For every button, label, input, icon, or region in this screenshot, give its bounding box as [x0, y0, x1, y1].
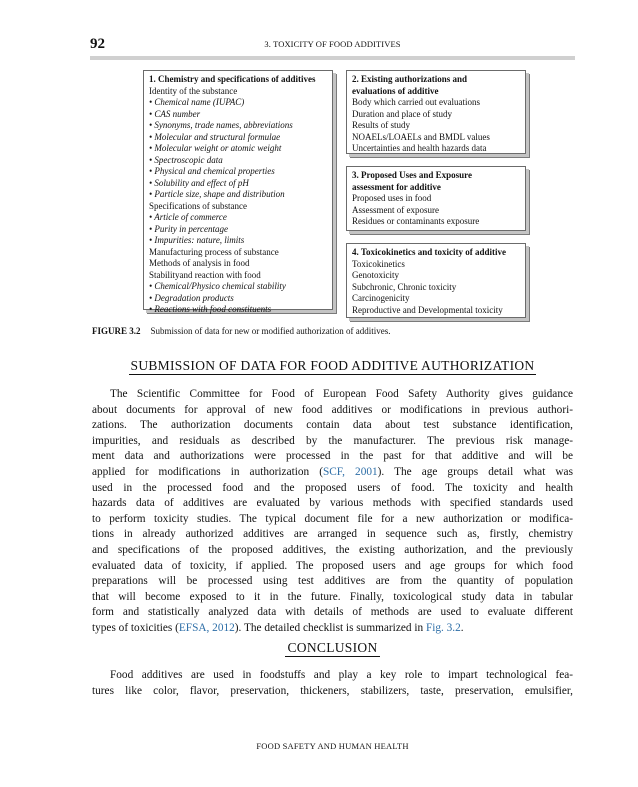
text-line: impurities, and residuals as described by the manufacturer. The previous risk manage-	[92, 434, 573, 447]
figure-label: FIGURE 3.2	[92, 326, 141, 336]
box-line: Assessment of exposure	[352, 204, 439, 215]
text-line: that will become exposed to it in the future. Finally, toxicological study data in tabular	[92, 590, 573, 603]
text-line: ment data and authorizations were processed in the past for that additive and will be	[92, 450, 573, 463]
text-line: evaluated data of toxicity, if applied. The proposed users and age groups for which food	[92, 559, 573, 572]
box-line: Proposed uses in food	[352, 193, 432, 203]
box-subheading: Identity of the substance	[149, 85, 238, 96]
text-line: used in the processed food and the proposed users of food. The toxicity and health	[92, 481, 573, 494]
figure-box-proposed-uses	[346, 166, 526, 231]
citation-link[interactable]: EFSA, 2012	[178, 621, 235, 634]
citation-link[interactable]: SCF, 2001	[322, 465, 378, 478]
box-bullet-item: • Degradation products	[149, 292, 234, 303]
section-heading-text: CONCLUSION	[287, 640, 378, 655]
text-line: and specifications of the proposed additives, the existing authorization, and the previously	[92, 543, 573, 556]
section-heading	[92, 640, 573, 656]
box-title: 1. Chemistry and specifications of additives	[149, 74, 316, 84]
page-number: 92	[90, 36, 105, 52]
box-bullet-item: • Article of commerce	[149, 212, 227, 222]
box-title-line: 3. Proposed Uses and Exposure	[352, 170, 472, 180]
box-bullet-item: • Synonyms, trade names, abbreviations	[149, 120, 293, 130]
body-paragraph	[92, 668, 573, 699]
box-bullet-item: • Molecular weight or atomic weight	[149, 143, 282, 153]
text-line: form and statistically analyzed data with details of methods are used to evaluate different	[92, 606, 573, 619]
box-line: Subchronic, Chronic toxicity	[352, 281, 457, 292]
text-line: applied for modifications in authorization (SCF, 2001). The age groups detail what was	[92, 465, 573, 478]
box-bullet-item: • Chemical/Physico chemical stability	[149, 281, 286, 291]
section-heading	[92, 358, 573, 374]
box-line: Duration and place of study	[352, 108, 452, 119]
box-bullet-item: • Chemical name (IUPAC)	[149, 97, 245, 107]
box-title-line: 2. Existing authorizations and	[352, 74, 468, 84]
box-line: Results of study	[352, 120, 411, 130]
text-line: hazards data of additives are evaluated by various methods with specified standards used	[92, 497, 573, 510]
box-title-line: assessment for additive	[352, 181, 441, 192]
text-line: The Scientific Committee for Food of European Food Safety Authority gives guidance	[110, 388, 573, 400]
header-rule	[90, 56, 575, 60]
box-lines	[149, 86, 327, 316]
box-title-line: evaluations of additive	[352, 85, 439, 96]
body-paragraph	[92, 387, 573, 637]
page-header	[90, 36, 575, 54]
running-head: 3. TOXICITY OF FOOD ADDITIVES	[264, 39, 401, 49]
box-subheading: Specifications of substance	[149, 200, 247, 211]
box-line: Residues or contaminants exposure	[352, 216, 480, 226]
box-subheading: Methods of analysis in food	[149, 258, 250, 268]
box-line: Body which carried out evaluations	[352, 97, 480, 107]
text-line: zations. The authorization documents contain data about test substance identification,	[92, 419, 573, 432]
figure-caption-text: Submission of data for new or modified authorization of additives.	[150, 326, 391, 336]
page-footer: FOOD SAFETY AND HUMAN HEALTH	[256, 741, 409, 751]
text-line: tures like color, flavor, preservation, thickeners, stabilizers, taste, preservation, emulsifier,	[92, 684, 573, 697]
box-bullet-item: • Solubility and effect of pH	[149, 177, 249, 188]
text-line: to perform toxicity studies. The typical document file for a new authorization or modifica-	[92, 512, 573, 525]
text-line: Food additives are used in foodstuffs and play a key role to impart technological fea-	[110, 669, 573, 681]
text-line: tions in already authorized additives are arranged in sequence such as, firstly, chemistry	[92, 528, 573, 541]
figure-box-chemistry	[143, 70, 333, 314]
figure-box-toxicokinetics	[346, 243, 526, 318]
box-line: NOAELs/LOAELs and BMDL values	[352, 131, 490, 142]
figure-link[interactable]: Fig. 3.2	[425, 621, 461, 634]
box-bullet-item: • CAS number	[149, 108, 201, 119]
box-bullet-item: • Physical and chemical properties	[149, 166, 275, 176]
text-line: types of toxicities (EFSA, 2012). The detailed checklist is summarized in Fig. 3.2.	[92, 621, 464, 634]
box-subheading: Stabilityand reaction with food	[149, 269, 261, 280]
box-bullet-item: • Molecular and structural formulae	[149, 131, 281, 142]
box-bullet-item: • Purity in percentage	[149, 223, 229, 234]
text-line: about documents for approval of new food additives or modifications in previous authori-	[92, 403, 573, 416]
box-line: Carcinogenicity	[352, 293, 410, 303]
box-subheading: Manufacturing process of substance	[149, 246, 279, 257]
box-title-line: 4. Toxicokinetics and toxicity of additive	[352, 247, 507, 257]
text-line: preparations will be processed using test additives are from the quantity of population	[92, 575, 573, 588]
box-line: Toxicokinetics	[352, 258, 405, 269]
figure-box-authorizations	[346, 70, 526, 154]
box-bullet-item: • Spectroscopic data	[149, 154, 223, 165]
box-line: Uncertainties and health hazards data	[352, 143, 487, 153]
box-line: Reproductive and Developmental toxicity	[352, 304, 503, 315]
figure-caption	[92, 326, 390, 336]
box-bullet-item: • Particle size, shape and distribution	[149, 189, 285, 199]
box-bullet-item: • Impurities: nature, limits	[149, 235, 245, 245]
section-heading-text: SUBMISSION OF DATA FOR FOOD ADDITIVE AUTHORIZATION	[130, 358, 535, 373]
box-line: Genotoxicity	[352, 270, 399, 280]
box-bullet-item: • Reactions with food constituents	[149, 304, 272, 314]
